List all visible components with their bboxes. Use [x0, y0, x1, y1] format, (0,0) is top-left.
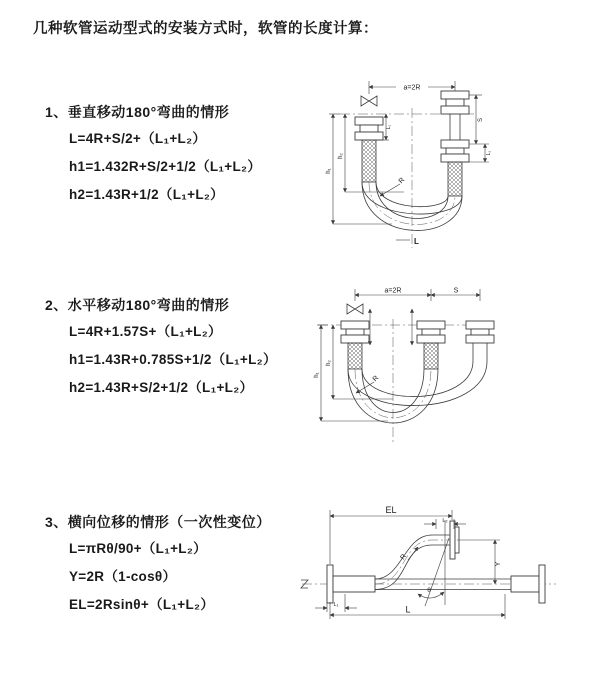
- left-hose-fitting: [341, 321, 369, 369]
- dimension-el: [330, 505, 452, 564]
- section-vertical-movement: [45, 104, 261, 204]
- right-hose-fitting: [441, 91, 469, 196]
- dim-label-h1: h₁: [314, 372, 320, 378]
- dimension-fitting-lengths: [370, 309, 412, 345]
- dim-label-h2: h₂: [326, 360, 332, 366]
- valve-icon: [361, 96, 377, 106]
- left-hose-fitting: [355, 117, 383, 182]
- valve-icon: [347, 304, 363, 314]
- section-lateral-displacement: [45, 514, 271, 614]
- radius-leader: [356, 375, 380, 393]
- lateral-displacement-diagram: [298, 502, 600, 636]
- formula-L: L=4R+1.57S+（L₁+L₂）: [69, 324, 222, 339]
- vertical-180-bend-diagram: [312, 74, 592, 256]
- section-3-heading: 3、横向位移的情形（一次性变位）: [45, 514, 271, 530]
- dim-label-h2: h₂: [338, 153, 344, 159]
- dim-label-l1-left: L₁: [386, 124, 392, 130]
- radius-leader: [380, 177, 406, 196]
- formula-h1: h1=1.432R+S/2+1/2（L₁+L₂）: [69, 159, 262, 174]
- dim-label-h1: h₁: [326, 168, 332, 174]
- formula-h2: h2=1.43R+S/2+1/2（L₁+L₂）: [69, 380, 254, 395]
- section-2-heading: 2、水平移动180°弯曲的情形: [45, 297, 230, 313]
- horizontal-180-bend-diagram: [308, 283, 600, 455]
- dim-label-radius: R: [397, 176, 407, 186]
- formula-h2: h2=1.43R+1/2（L₁+L₂）: [69, 187, 224, 202]
- angle-construction: [418, 520, 449, 606]
- middle-hose-fitting: [417, 321, 445, 369]
- dim-label-span: a=2R: [384, 287, 402, 295]
- dim-label-l1-right: L₁: [486, 150, 492, 156]
- section-1-heading: 1、垂直移动180°弯曲的情形: [45, 104, 230, 120]
- formula-L: L=πRθ/90+（L₁+L₂）: [69, 541, 207, 556]
- dim-label-radius: R: [371, 374, 381, 384]
- dim-label-radius: R: [399, 553, 409, 562]
- page-title: 几种软管运动型式的安装方式时，软管的长度计算：: [33, 21, 378, 37]
- formula-EL: EL=2Rsinθ+（L₁+L₂）: [69, 597, 215, 612]
- dim-label-l1: L₁: [333, 602, 339, 608]
- dim-label-l: L: [405, 604, 411, 615]
- dim-label-span: a=2R: [403, 84, 421, 92]
- dim-label-s: S: [453, 287, 459, 295]
- dim-label-theta: θ: [427, 587, 431, 594]
- section-horizontal-movement: [45, 297, 277, 397]
- dim-label-y: Y: [495, 561, 502, 567]
- dim-label-s: S: [478, 117, 484, 123]
- formula-h1: h1=1.43R+0.785S+1/2（L₁+L₂）: [69, 352, 277, 367]
- formula-Y: Y=2R（1-cosθ）: [69, 569, 177, 584]
- dimension-l1: [315, 594, 357, 612]
- dimension-span: [355, 288, 480, 302]
- hose-u-bend-positions: [348, 361, 487, 423]
- dimension-stroke-s: [464, 95, 492, 162]
- left-flange: [327, 565, 375, 603]
- dimension-length: [330, 594, 505, 619]
- dim-label-l2: L₂: [442, 518, 448, 524]
- shifted-hose-fitting: [466, 321, 494, 361]
- dim-label-l: L: [414, 237, 419, 246]
- dim-label-el: EL: [385, 505, 397, 515]
- dimension-length: [396, 237, 419, 246]
- formula-L: L=4R+S/2+（L₁+L₂）: [69, 131, 207, 146]
- dimension-y: [457, 540, 502, 584]
